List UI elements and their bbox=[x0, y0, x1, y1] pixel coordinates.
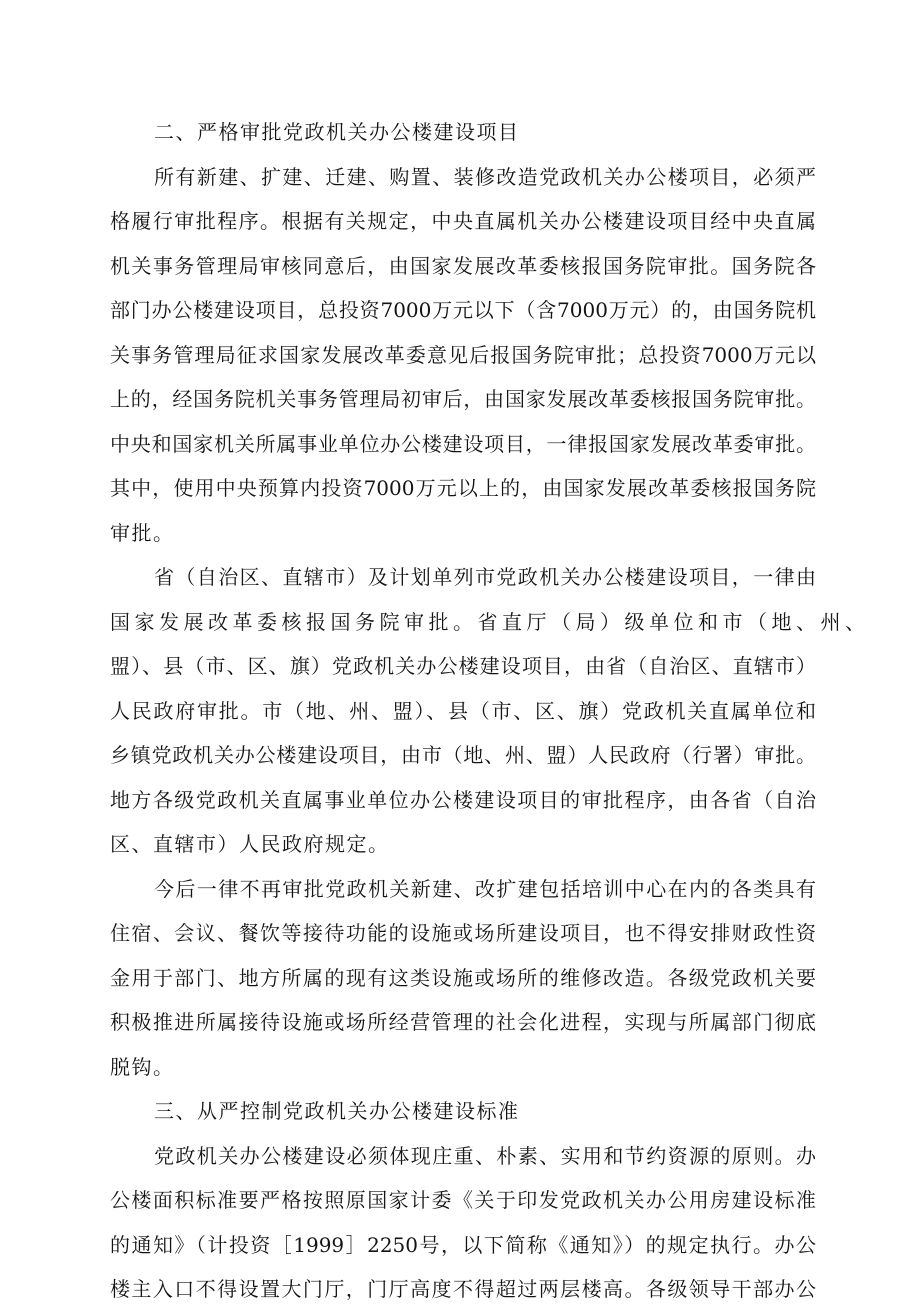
paragraph-line: 其中，使用中央预算内投资7000万元以上的，由国家发展改革委核报国务院 bbox=[110, 476, 816, 500]
paragraph bbox=[110, 155, 816, 556]
paragraph-line: 上的，经国务院机关事务管理局初审后，由国家发展改革委核报国务院审批。 bbox=[110, 387, 816, 411]
document-page bbox=[110, 110, 870, 1312]
paragraph-line: 省（自治区、直辖市）及计划单列市党政机关办公楼建设项目，一律由 bbox=[154, 565, 816, 589]
section-heading-2: 二、严格审批党政机关办公楼建设项目 bbox=[154, 120, 520, 144]
paragraph-line: 机关事务管理局审核同意后，由国家发展改革委核报国务院审批。国务院各 bbox=[110, 253, 816, 278]
paragraph bbox=[110, 867, 816, 1090]
paragraph-line: 部门办公楼建设项目，总投资7000万元以下（含7000万元）的，由国务院机 bbox=[110, 298, 816, 322]
paragraph-line: 乡镇党政机关办公楼建设项目，由市（地、州、盟）人民政府（行署）审批。 bbox=[110, 743, 816, 767]
section-heading-3: 三、从严控制党政机关办公楼建设标准 bbox=[154, 1099, 520, 1123]
paragraph-line: 公楼面积标准要严格按照原国家计委《关于印发党政机关办公用房建设标准 bbox=[110, 1188, 816, 1212]
paragraph-line: 中央和国家机关所属事业单位办公楼建设项目，一律报国家发展改革委审批。 bbox=[110, 431, 816, 456]
paragraph-line: 区、直辖市）人民政府规定。 bbox=[110, 832, 390, 856]
paragraph-line: 今后一律不再审批党政机关新建、改扩建包括培训中心在内的各类具有 bbox=[154, 876, 816, 901]
paragraph-line: 积极推进所属接待设施或场所经营管理的社会化进程，实现与所属部门彻底 bbox=[110, 1010, 816, 1034]
paragraph-line: 住宿、会议、餐饮等接待功能的设施或场所建设项目，也不得安排财政性资 bbox=[110, 921, 816, 945]
paragraph-line: 格履行审批程序。根据有关规定，中央直属机关办公楼建设项目经中央直属 bbox=[110, 209, 816, 233]
paragraph-line: 关事务管理局征求国家发展改革委意见后报国务院审批；总投资7000万元以 bbox=[110, 342, 816, 367]
paragraph-line: 脱钩。 bbox=[110, 1054, 175, 1079]
paragraph-line: 金用于部门、地方所属的现有这类设施或场所的维修改造。各级党政机关要 bbox=[110, 965, 816, 990]
paragraph-line: 所有新建、扩建、迁建、购置、装修改造党政机关办公楼项目，必须严 bbox=[154, 164, 816, 189]
paragraph-line: 审批。 bbox=[110, 520, 175, 545]
paragraph bbox=[110, 1134, 816, 1312]
paragraph-line: 党政机关办公楼建设必须体现庄重、朴素、实用和节约资源的原则。办 bbox=[154, 1143, 816, 1168]
paragraph-line: 盟）、县（市、区、旗）党政机关办公楼建设项目，由省（自治区、直辖市） bbox=[110, 654, 816, 678]
paragraph-line: 国家发展改革委核报国务院审批。省直厅（局）级单位和市（地、州、 bbox=[110, 609, 870, 634]
paragraph-line: 人民政府审批。市（地、州、盟）、县（市、区、旗）党政机关直属单位和 bbox=[110, 698, 816, 723]
paragraph bbox=[110, 555, 870, 867]
paragraph-line: 的通知》（计投资［1999］2250号，以下简称《通知》）的规定执行。办公 bbox=[110, 1232, 816, 1257]
paragraph-line: 楼主入口不得设置大门厅，门厅高度不得超过两层楼高。各级领导干部办公 bbox=[110, 1277, 816, 1301]
paragraph-line: 地方各级党政机关直属事业单位办公楼建设项目的审批程序，由各省（自治 bbox=[110, 787, 816, 812]
